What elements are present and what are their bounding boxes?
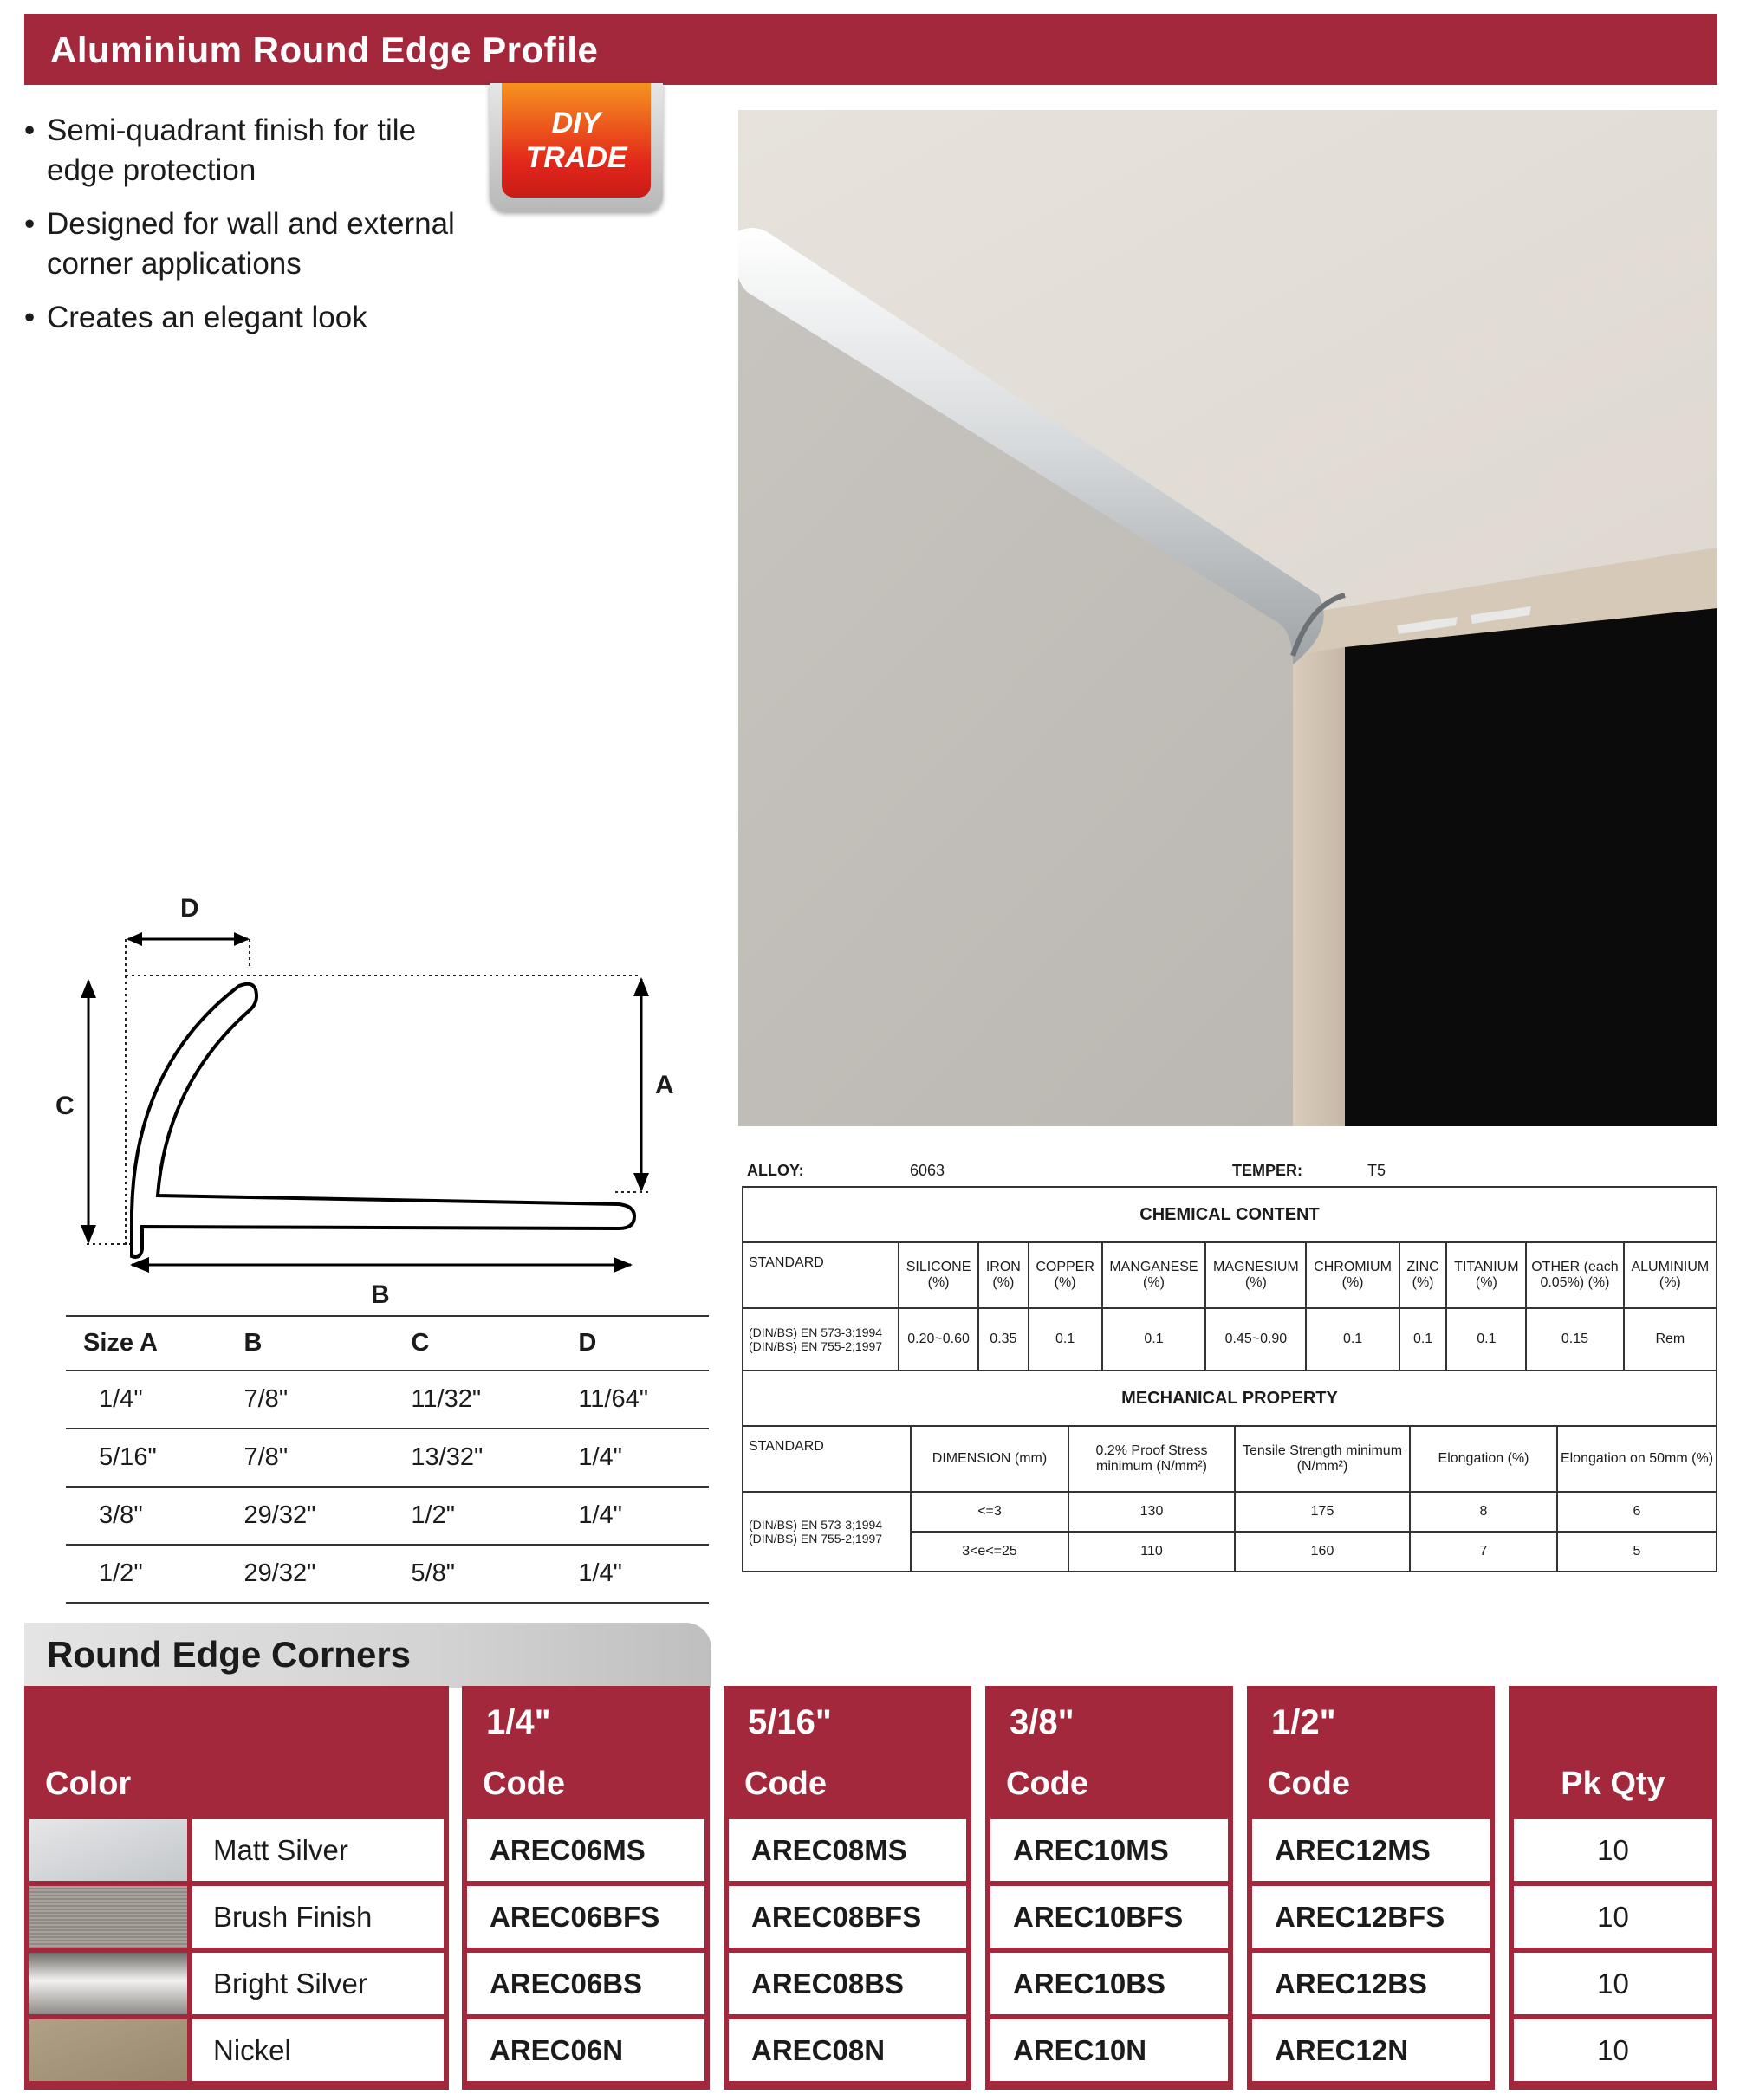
table-cell: 7/8" — [227, 1371, 394, 1429]
table-cell: 1/2" — [393, 1487, 561, 1545]
size-table — [66, 1315, 709, 1604]
pack-quantity: 10 — [1514, 1819, 1712, 1881]
product-code: AREC08BS — [729, 1953, 966, 2014]
column-header: COPPER (%) — [1029, 1242, 1102, 1308]
column-header: STANDARD — [743, 1426, 911, 1492]
table-row — [743, 1308, 1717, 1371]
table-cell: 0.45~0.90 — [1205, 1308, 1306, 1371]
column-header: TITANIUM (%) — [1446, 1242, 1526, 1308]
table-cell: 0.1 — [1399, 1308, 1447, 1371]
pack-quantity: 10 — [1514, 1953, 1712, 2014]
alloy-temper-row — [742, 1157, 1717, 1186]
table-cell: 1/4" — [66, 1371, 227, 1429]
column-header: 0.2% Proof Stress minimum (N/mm²) — [1068, 1426, 1235, 1492]
column-header: SILICONE (%) — [899, 1242, 978, 1308]
table-cell: 175 — [1235, 1492, 1410, 1532]
size-header: 1/2" — [1271, 1703, 1336, 1741]
table-cell: 5 — [1557, 1532, 1717, 1572]
table-cell: 5/8" — [393, 1545, 561, 1603]
product-code: AREC08BFS — [729, 1886, 966, 1948]
color-row — [29, 1819, 444, 1881]
table-cell: 0.1 — [1446, 1308, 1526, 1371]
table-cell: 1/4" — [561, 1545, 709, 1603]
table-cell: 5/16" — [66, 1429, 227, 1487]
column-header: CHROMIUM (%) — [1306, 1242, 1399, 1308]
chemical-content-title: CHEMICAL CONTENT — [743, 1187, 1717, 1242]
temper-label: TEMPER: — [1232, 1162, 1302, 1179]
color-name: Brush Finish — [192, 1886, 444, 1948]
brush-finish-swatch — [29, 1886, 187, 1948]
mechanical-header-row — [743, 1426, 1717, 1492]
pack-quantity-column — [1509, 1686, 1717, 2090]
table-cell: 3<e<=25 — [911, 1532, 1068, 1572]
table-cell: 11/64" — [561, 1371, 709, 1429]
feature-item: • Designed for wall and external corner applications — [24, 204, 475, 284]
table-cell: 0.1 — [1102, 1308, 1206, 1371]
table-cell: 1/4" — [561, 1429, 709, 1487]
mechanical-property-title: MECHANICAL PROPERTY — [743, 1371, 1717, 1426]
table-cell: Rem — [1624, 1308, 1717, 1371]
code-header: Code — [1006, 1766, 1088, 1802]
badge-line-2: TRADE — [525, 141, 627, 174]
table-cell: 13/32" — [393, 1429, 561, 1487]
table-cell: 0.15 — [1526, 1308, 1623, 1371]
column-header: D — [561, 1316, 709, 1371]
product-code: AREC08MS — [729, 1819, 966, 1881]
column-header: OTHER (each 0.05%) (%) — [1526, 1242, 1623, 1308]
product-code: AREC12BS — [1252, 1953, 1490, 2014]
product-code: AREC06BS — [467, 1953, 704, 2014]
table-cell: 0.35 — [978, 1308, 1028, 1371]
alloy-value: 6063 — [910, 1162, 945, 1179]
feature-item: • Semi-quadrant finish for tile edge protection — [24, 111, 475, 191]
table-cell: 29/32" — [227, 1545, 394, 1603]
product-code: AREC06MS — [467, 1819, 704, 1881]
dimension-d-label: D — [180, 894, 199, 923]
table-row — [66, 1545, 709, 1603]
column-header: Elongation (%) — [1410, 1426, 1557, 1492]
column-header: MAGNESIUM (%) — [1205, 1242, 1306, 1308]
table-cell: 11/32" — [393, 1371, 561, 1429]
table-cell: 6 — [1557, 1492, 1717, 1532]
table-cell: 8 — [1410, 1492, 1557, 1532]
alloy-label: ALLOY: — [747, 1162, 804, 1179]
dimension-a-label: A — [655, 1071, 674, 1099]
column-header: B — [227, 1316, 394, 1371]
code-header: Code — [1268, 1766, 1350, 1802]
column-header: Tensile Strength minimum (N/mm²) — [1235, 1426, 1410, 1492]
section-title: Round Edge Corners — [47, 1634, 412, 1675]
page-title: Aluminium Round Edge Profile — [50, 29, 599, 70]
column-header: MANGANESE (%) — [1102, 1242, 1206, 1308]
column-header: Size A — [66, 1316, 227, 1371]
mechanical-property-table — [742, 1370, 1717, 1572]
color-name: Nickel — [192, 2019, 444, 2081]
table-cell: 3/8" — [66, 1487, 227, 1545]
product-code: AREC12N — [1252, 2019, 1490, 2081]
product-code: AREC12BFS — [1252, 1886, 1490, 1948]
code-column-5-16 — [724, 1686, 971, 2090]
table-row — [743, 1492, 1717, 1532]
product-photo-illustration — [738, 110, 1717, 1126]
chemical-content-table — [742, 1186, 1717, 1371]
color-row — [29, 2019, 444, 2081]
product-code: AREC06BFS — [467, 1886, 704, 1948]
product-photo — [738, 110, 1717, 1126]
specification-tables — [742, 1157, 1717, 1572]
color-name: Bright Silver — [192, 1953, 444, 2014]
table-cell: 110 — [1068, 1532, 1235, 1572]
table-cell: <=3 — [911, 1492, 1068, 1532]
feature-list — [24, 111, 475, 352]
pk-qty-header: Pk Qty — [1561, 1766, 1665, 1802]
dimension-c-label: C — [55, 1092, 75, 1120]
product-code: AREC08N — [729, 2019, 966, 2081]
table-cell: 160 — [1235, 1532, 1410, 1572]
table-cell: 7/8" — [227, 1429, 394, 1487]
nickel-swatch — [29, 2019, 187, 2081]
column-header: C — [393, 1316, 561, 1371]
size-header: 3/8" — [1010, 1703, 1075, 1741]
product-code: AREC10N — [990, 2019, 1228, 2081]
table-row — [66, 1487, 709, 1545]
round-edge-corners-header — [24, 1623, 711, 1688]
pack-quantity: 10 — [1514, 1886, 1712, 1948]
code-column-3-8 — [985, 1686, 1233, 2090]
badge-line-1: DIY — [551, 107, 601, 139]
table-cell: 1/4" — [561, 1487, 709, 1545]
code-header: Code — [744, 1766, 827, 1802]
dimension-b-label: B — [371, 1280, 390, 1309]
table-cell: 7 — [1410, 1532, 1557, 1572]
column-header: ZINC (%) — [1399, 1242, 1447, 1308]
table-cell: 0.1 — [1029, 1308, 1102, 1371]
column-header: DIMENSION (mm) — [911, 1426, 1068, 1492]
standard-cell: (DIN/BS) EN 573-3;1994 (DIN/BS) EN 755-2;1997 — [743, 1308, 899, 1371]
code-column-1-4 — [462, 1686, 710, 2090]
table-row — [66, 1371, 709, 1429]
size-header: 1/4" — [486, 1703, 551, 1741]
size-header: 5/16" — [748, 1703, 832, 1741]
bright-silver-swatch — [29, 1953, 187, 2014]
color-column — [24, 1686, 449, 2090]
table-cell: 130 — [1068, 1492, 1235, 1532]
profile-dimension-diagram — [52, 892, 728, 1317]
chemical-header-row — [743, 1242, 1717, 1308]
diy-trade-badge — [490, 83, 663, 211]
table-cell: 1/2" — [66, 1545, 227, 1603]
product-code: AREC10BS — [990, 1953, 1228, 2014]
column-header: STANDARD — [743, 1242, 899, 1308]
column-header: IRON (%) — [978, 1242, 1028, 1308]
product-code: AREC10MS — [990, 1819, 1228, 1881]
product-code: AREC10BFS — [990, 1886, 1228, 1948]
color-row — [29, 1886, 444, 1948]
matt-silver-swatch — [29, 1819, 187, 1881]
column-header: ALUMINIUM (%) — [1624, 1242, 1717, 1308]
color-header: Color — [45, 1766, 132, 1802]
color-name: Matt Silver — [192, 1819, 444, 1881]
table-cell: 0.1 — [1306, 1308, 1399, 1371]
standard-cell: (DIN/BS) EN 573-3;1994 (DIN/BS) EN 755-2;1997 — [743, 1492, 911, 1572]
size-table-header — [66, 1316, 709, 1371]
code-header: Code — [483, 1766, 565, 1802]
title-bar — [24, 14, 1717, 85]
feature-item: • Creates an elegant look — [24, 298, 475, 338]
table-cell: 0.20~0.60 — [899, 1308, 978, 1371]
code-column-1-2 — [1247, 1686, 1495, 2090]
column-header: Elongation on 50mm (%) — [1557, 1426, 1717, 1492]
pack-quantity: 10 — [1514, 2019, 1712, 2081]
temper-value: T5 — [1367, 1162, 1386, 1179]
table-row — [66, 1429, 709, 1487]
product-code: AREC06N — [467, 2019, 704, 2081]
table-cell: 29/32" — [227, 1487, 394, 1545]
product-code: AREC12MS — [1252, 1819, 1490, 1881]
color-row — [29, 1953, 444, 2014]
